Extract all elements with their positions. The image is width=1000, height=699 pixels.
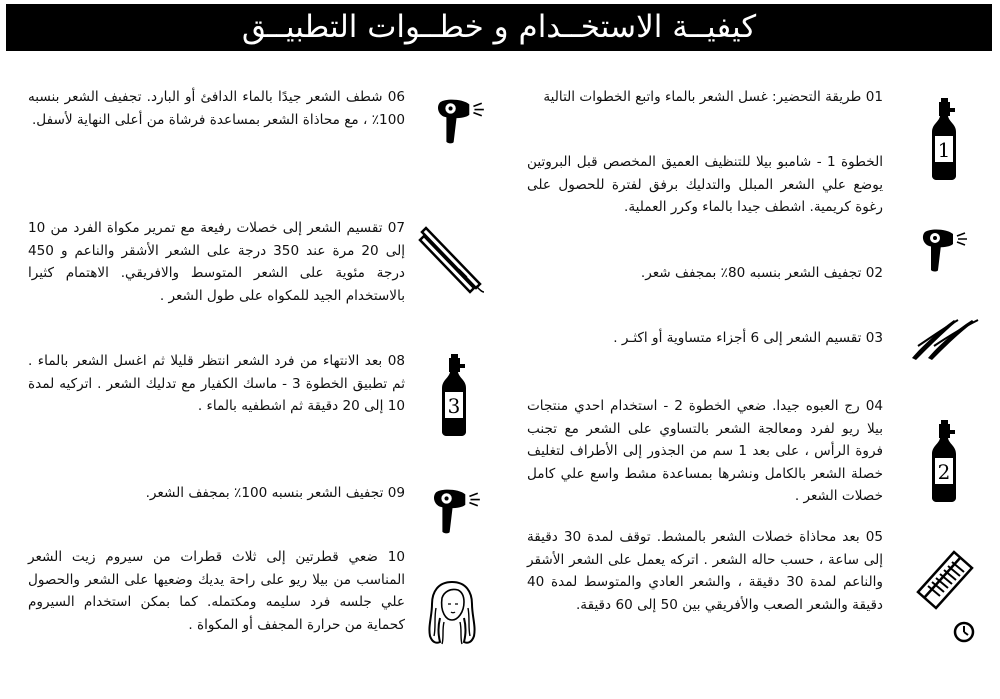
- step-10-text: 10 ضعي قطرتين إلى ثلاث قطرات من سيروم زيت الشعر المناسب من بيلا ريو على راحة يديك وضعيها على الشعر والحصول علي جلسه فرد سليمه ومكتمله. كما بمكن استخدام السيروم كحماية من حرارة المجفف أو المكواة .: [28, 549, 405, 633]
- shampoo-bottle-icon: [930, 98, 958, 180]
- hair-dryer-icon: [436, 98, 488, 146]
- hair-dryer-icon: [921, 228, 971, 274]
- step-05: [527, 526, 883, 616]
- hair-clips-icon: [910, 316, 980, 361]
- step-03: [560, 327, 883, 350]
- step-07: [28, 217, 405, 307]
- step-09-text: 09 تجفيف الشعر بنسبه 100٪ بمجفف الشعر.: [145, 485, 405, 501]
- flat-iron-icon: [418, 226, 486, 294]
- step-01-shampoo-text: الخطوة 1 - شامبو بيلا للتنظيف العميق المخصص قبل البروتين يوضع علي الشعر المبلل والتدليك برفق لفترة للحصول على رغوة كريمية. اشطف جيدا بالماء وكرر العملية.: [527, 154, 884, 215]
- step-01-shampoo: [527, 151, 883, 219]
- shampoo-bottle-icon: [440, 354, 468, 436]
- step-06-text: 06 شطف الشعر جيدًا بالماء الدافئ أو البارد. تجفيف الشعر بنسبه 100٪ ، مع محاذاة الشعر بمساعدة فرشاة من أعلى النهاية لأسفل.: [28, 89, 405, 128]
- step-09: [28, 482, 405, 505]
- step-03-text: 03 تقسيم الشعر إلى 6 أجزاء متساوية أو اكثـر .: [613, 330, 883, 346]
- timer-icon: [953, 621, 975, 643]
- bottle-3-number: 3: [447, 394, 461, 418]
- step-07-text: 07 تقسيم الشعر إلى خصلات رفيعة مع تمرير مكواة الفرد من 10 إلى 20 مرة عند 350 درجة على الشعر الأشقر والناعم و 450 درجة مئوية على الشعر المتوسط والافريقي. الاهتمام كثيرا بالاستخدام الجيد للمكواه على طول الشعر .: [28, 220, 405, 304]
- step-01: [527, 86, 883, 109]
- step-05-text: 05 بعد محاذاة خصلات الشعر بالمشط. توقف لمدة 30 دقيقة إلى ساعة ، حسب حاله الشعر . اتركه يعمل على الشعر الأشقر والناعم لمدة 30 دقيقة ، والشعر العادي والمتوسط لمدة 40 دقيقة والشعر الصعب والأفريقي بين 50 إلى 60 دقيقة.: [527, 529, 884, 613]
- step-08-text: 08 بعد الانتهاء من فرد الشعر انتظر قليلا ثم اغسل الشعر بالماء . ثم تطبيق الخطوة 3 - ماسك الكفيار مع تدليك الشعر . اتركيه لمدة 10 إلى 20 دقيقة ثم اشطفيه بالماء .: [28, 353, 406, 414]
- step-04-text: 04 رج العبوه جيدا. ضعي الخطوة 2 - استخدام احدي منتجات بيلا ريو لفرد ومعالجة الشعر بالتساوي على الشعر مع تجنب فروة الرأس ، على بعد 1 سم من الجذور إلى الأطراف لتغليف خصلة الشعر بالكامل ونشرها بمساعدة مشط واسع علي كامل خصلات الشعر .: [527, 398, 883, 504]
- hair-dryer-icon: [432, 488, 484, 536]
- shampoo-bottle-icon: [930, 420, 958, 502]
- woman-hair-icon: [424, 578, 480, 646]
- step-06: [28, 86, 405, 131]
- bottle-2-number: 2: [937, 460, 951, 484]
- step-01-text: 01 طريقة التحضير: غسل الشعر بالماء واتبع الخطوات التالية: [543, 89, 883, 105]
- step-10: [28, 546, 405, 636]
- bottle-1-number: 1: [937, 138, 951, 162]
- page-title: كيفيــة الاستخــدام و خطــوات التطبيــق: [6, 4, 992, 51]
- step-02: [560, 262, 883, 285]
- step-02-text: 02 تجفيف الشعر بنسبه 80٪ بمجفف شعر.: [640, 265, 883, 281]
- comb-icon: [914, 548, 984, 618]
- step-08: [28, 350, 405, 418]
- step-04: [527, 395, 883, 508]
